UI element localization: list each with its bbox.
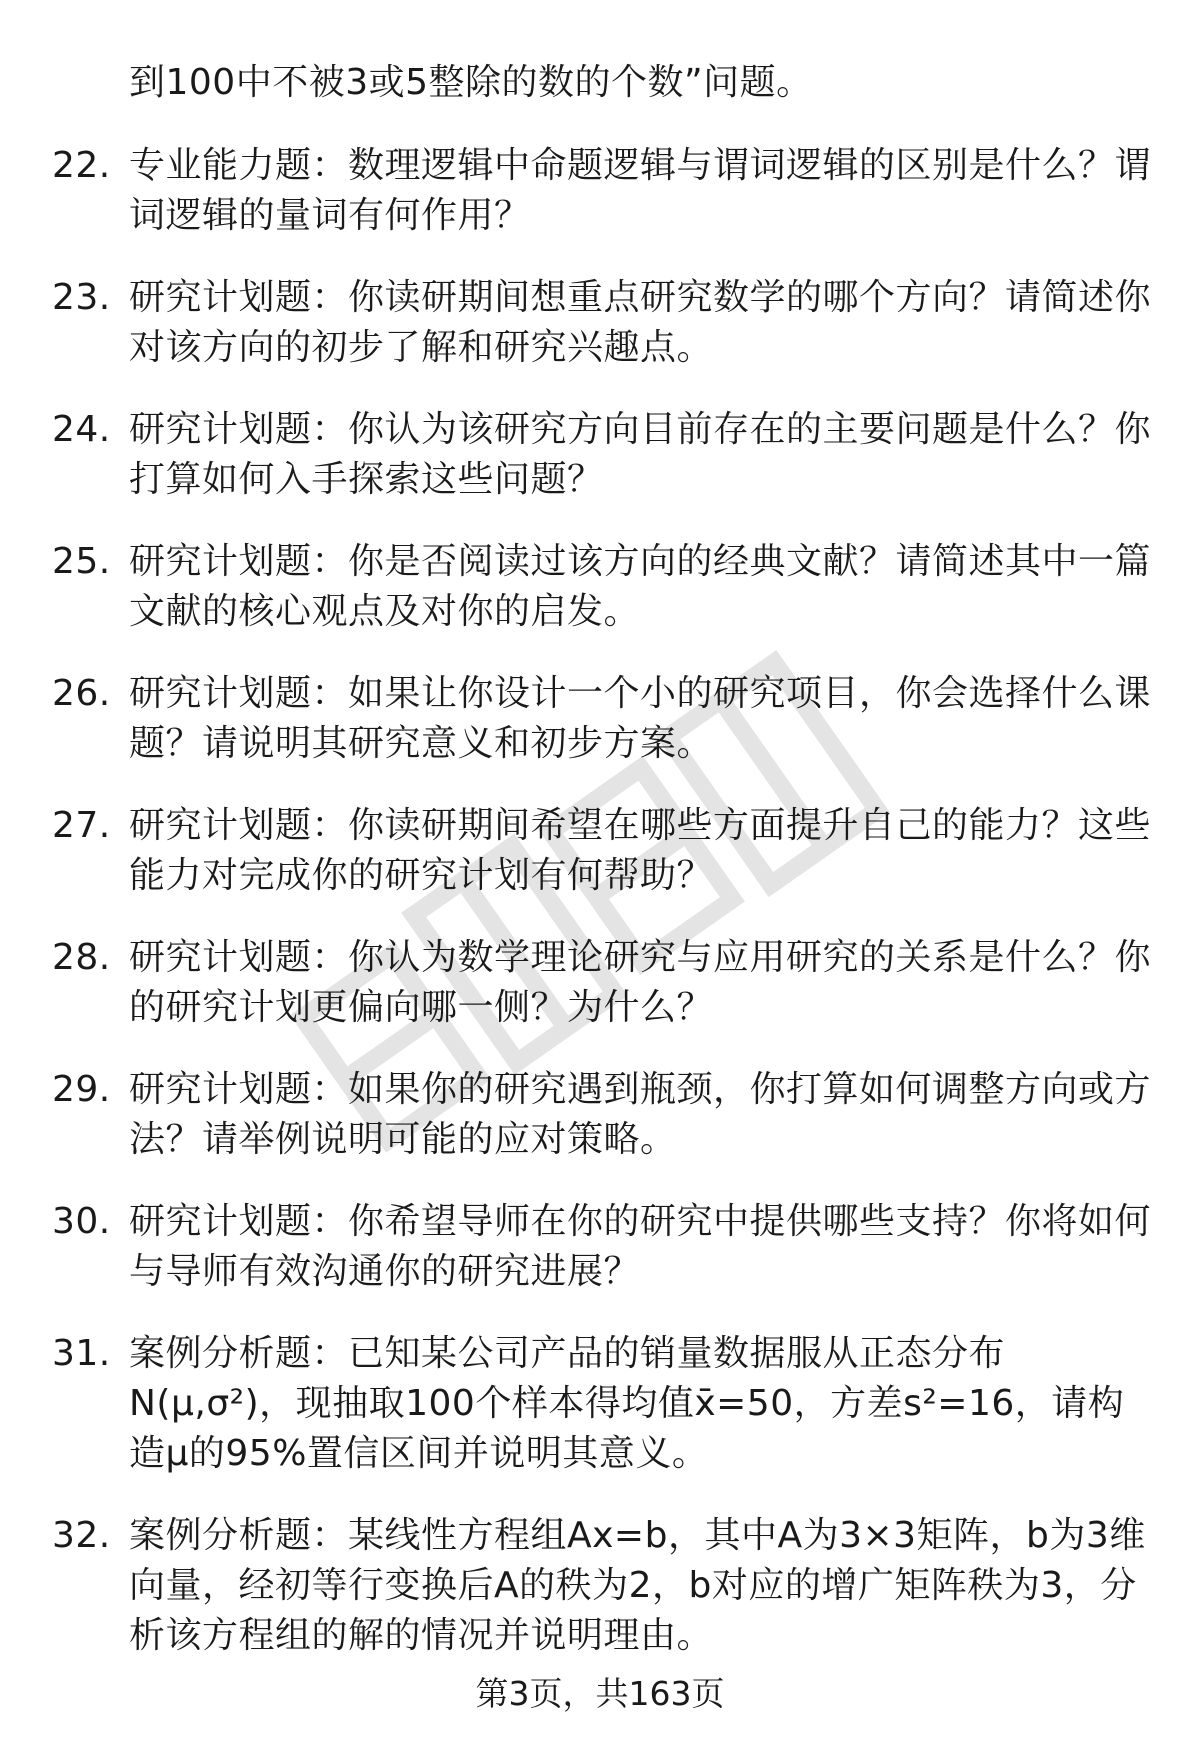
question-text: 研究计划题：你希望导师在你的研究中提供哪些支持？你将如何与导师有效沟通你的研究进展？ — [129, 1201, 1152, 1292]
question-item — [0, 537, 1154, 637]
question-item — [0, 405, 1154, 505]
question-text: 研究计划题：你读研期间希望在哪些方面提升自己的能力？这些能力对完成你的研究计划有何帮助？ — [129, 805, 1152, 896]
question-item — [0, 801, 1154, 901]
question-text: 研究计划题：你读研期间想重点研究数学的哪个方向？请简述你对该方向的初步了解和研究兴趣点。 — [129, 277, 1152, 368]
question-number: 27. — [52, 805, 111, 846]
question-number: 24. — [52, 409, 111, 450]
question-number: 29. — [52, 1069, 111, 1110]
question-text: 案例分析题：某线性方程组Ax=b，其中A为3×3矩阵，b为3维向量，经初等行变换后A的秩为2，b对应的增广矩阵秩为3，分析该方程组的解的情况并说明理由。 — [129, 1515, 1146, 1656]
question-number: 30. — [52, 1201, 111, 1242]
question-item — [0, 1511, 1154, 1661]
question-item — [0, 1329, 1154, 1479]
question-text: 研究计划题：你认为该研究方向目前存在的主要问题是什么？你打算如何入手探索这些问题？ — [129, 409, 1152, 500]
question-item — [0, 933, 1154, 1033]
question-number: 32. — [52, 1515, 111, 1556]
question-text: 专业能力题：数理逻辑中命题逻辑与谓词逻辑的区别是什么？谓词逻辑的量词有何作用？ — [129, 145, 1152, 236]
question-text: 研究计划题：如果让你设计一个小的研究项目，你会选择什么课题？请说明其研究意义和初步方案。 — [129, 673, 1152, 764]
question-text: 研究计划题：你是否阅读过该方向的经典文献？请简述其中一篇文献的核心观点及对你的启发。 — [129, 541, 1152, 632]
question-number: 22. — [52, 145, 111, 186]
question-text: 研究计划题：你认为数学理论研究与应用研究的关系是什么？你的研究计划更偏向哪一侧？为什么？ — [129, 937, 1152, 1028]
question-number: 23. — [52, 277, 111, 318]
question-item — [0, 273, 1154, 373]
question-number: 31. — [52, 1333, 111, 1374]
question-item — [0, 669, 1154, 769]
continuation-text: 到100中不被3或5整除的数的个数”问题。 — [129, 62, 813, 103]
question-text: 研究计划题：如果你的研究遇到瓶颈，你打算如何调整方向或方法？请举例说明可能的应对策略。 — [129, 1069, 1152, 1160]
question-text: 案例分析题：已知某公司产品的销量数据服从正态分布N(μ,σ²)，现抽取100个样本得均值x̄=50，方差s²=16，请构造μ的95%置信区间并说明其意义。 — [129, 1333, 1125, 1474]
question-number: 26. — [52, 673, 111, 714]
page-footer: 第3页，共163页 — [475, 1674, 725, 1713]
question-list — [0, 141, 1200, 1693]
question-number: 28. — [52, 937, 111, 978]
question-item — [0, 1197, 1154, 1297]
question-number: 25. — [52, 541, 111, 582]
question-item — [0, 1065, 1154, 1165]
question-item — [0, 141, 1154, 241]
